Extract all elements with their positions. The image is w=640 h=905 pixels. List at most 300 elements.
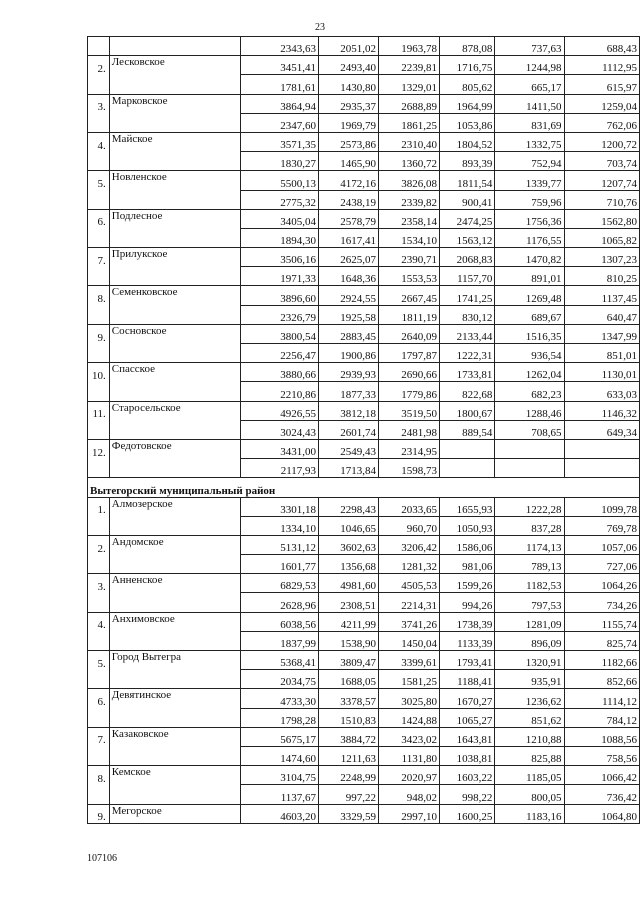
settlement-name-empty <box>109 344 240 363</box>
value-cell: 830,12 <box>439 305 494 324</box>
table-row <box>88 612 640 631</box>
value-cell: 2438,19 <box>319 190 379 209</box>
value-cell: 3602,63 <box>319 535 379 554</box>
value-cell: 737,63 <box>495 37 564 56</box>
table-row <box>88 766 640 785</box>
value-cell: 1603,22 <box>439 766 494 785</box>
value-cell: 1137,67 <box>240 785 318 804</box>
row-number: 4. <box>88 612 110 631</box>
table-row <box>88 420 640 439</box>
value-cell: 1648,36 <box>319 267 379 286</box>
value-cell: 1969,79 <box>319 113 379 132</box>
value-cell: 2117,93 <box>240 459 318 478</box>
value-cell: 1800,67 <box>439 401 494 420</box>
settlement-name: Город Вытегра <box>109 651 240 670</box>
row-number: 6. <box>88 689 110 708</box>
row-number-empty <box>88 75 110 94</box>
value-cell: 2997,10 <box>379 804 440 823</box>
value-cell: 3884,72 <box>319 727 379 746</box>
value-cell: 2214,31 <box>379 593 440 612</box>
value-cell: 1046,65 <box>319 516 379 535</box>
value-cell: 1088,56 <box>564 727 640 746</box>
value-cell: 1562,80 <box>564 209 640 228</box>
table-row <box>88 574 640 593</box>
value-cell: 1176,55 <box>495 228 564 247</box>
value-cell: 1741,25 <box>439 286 494 305</box>
settlement-name: Мегорское <box>109 804 240 823</box>
settlement-name: Анхимовское <box>109 612 240 631</box>
value-cell: 1064,26 <box>564 574 640 593</box>
value-cell: 1099,78 <box>564 497 640 516</box>
value-cell: 1655,93 <box>439 497 494 516</box>
settlement-name: Казаковское <box>109 727 240 746</box>
row-number-empty <box>88 631 110 650</box>
value-cell: 1688,05 <box>319 670 379 689</box>
settlement-name-empty <box>109 113 240 132</box>
value-cell: 1617,41 <box>319 228 379 247</box>
value-cell: 1332,75 <box>495 132 564 151</box>
value-cell: 2343,63 <box>240 37 318 56</box>
value-cell: 3025,80 <box>379 689 440 708</box>
value-cell: 1830,27 <box>240 152 318 171</box>
table-body <box>88 37 640 824</box>
value-cell: 682,23 <box>495 382 564 401</box>
value-cell: 3880,66 <box>240 363 318 382</box>
value-cell: 1130,01 <box>564 363 640 382</box>
value-cell: 1877,33 <box>319 382 379 401</box>
value-cell: 1411,50 <box>495 94 564 113</box>
value-cell: 1534,10 <box>379 228 440 247</box>
table-row <box>88 785 640 804</box>
value-cell: 825,88 <box>495 746 564 765</box>
row-number: 9. <box>88 324 110 343</box>
value-cell: 1259,04 <box>564 94 640 113</box>
row-number-empty <box>88 555 110 574</box>
value-cell: 3864,94 <box>240 94 318 113</box>
value-cell <box>495 439 564 458</box>
row-number-empty <box>88 344 110 363</box>
value-cell: 4603,20 <box>240 804 318 823</box>
table-row <box>88 209 640 228</box>
value-cell <box>495 459 564 478</box>
value-cell: 3024,43 <box>240 420 318 439</box>
value-cell: 3301,18 <box>240 497 318 516</box>
row-number-empty <box>88 113 110 132</box>
value-cell: 1185,05 <box>495 766 564 785</box>
value-cell: 994,26 <box>439 593 494 612</box>
row-number: 1. <box>88 497 110 516</box>
row-number-empty <box>88 305 110 324</box>
value-cell: 3800,54 <box>240 324 318 343</box>
row-number: 2. <box>88 56 110 75</box>
value-cell: 3741,26 <box>379 612 440 631</box>
table-row <box>88 171 640 190</box>
value-cell: 1347,99 <box>564 324 640 343</box>
value-cell: 1339,77 <box>495 171 564 190</box>
value-cell: 2883,45 <box>319 324 379 343</box>
value-cell: 3431,00 <box>240 439 318 458</box>
value-cell: 3423,02 <box>379 727 440 746</box>
table-row <box>88 535 640 554</box>
value-cell: 900,41 <box>439 190 494 209</box>
value-cell: 2625,07 <box>319 248 379 267</box>
value-cell: 2935,37 <box>319 94 379 113</box>
value-cell <box>564 439 640 458</box>
value-cell: 1793,41 <box>439 651 494 670</box>
settlement-name-empty <box>109 593 240 612</box>
value-cell: 6038,56 <box>240 612 318 631</box>
value-cell: 1334,10 <box>240 516 318 535</box>
value-cell: 1811,54 <box>439 171 494 190</box>
table-row <box>88 497 640 516</box>
table-row <box>88 727 640 746</box>
value-cell: 4211,99 <box>319 612 379 631</box>
value-cell: 2248,99 <box>319 766 379 785</box>
settlement-name-empty <box>109 382 240 401</box>
table-row <box>88 94 640 113</box>
value-cell: 1137,45 <box>564 286 640 305</box>
table-row <box>88 382 640 401</box>
value-cell: 3329,59 <box>319 804 379 823</box>
value-cell: 665,17 <box>495 75 564 94</box>
value-cell: 2640,09 <box>379 324 440 343</box>
value-cell: 640,47 <box>564 305 640 324</box>
value-cell: 3506,16 <box>240 248 318 267</box>
value-cell: 1781,61 <box>240 75 318 94</box>
settlement-name-empty <box>109 152 240 171</box>
value-cell: 1971,33 <box>240 267 318 286</box>
row-number-empty <box>88 593 110 612</box>
value-cell: 1450,04 <box>379 631 440 650</box>
value-cell: 893,39 <box>439 152 494 171</box>
value-cell: 2298,43 <box>319 497 379 516</box>
table-row <box>88 305 640 324</box>
value-cell: 800,05 <box>495 785 564 804</box>
row-number-empty <box>88 670 110 689</box>
settlement-name: Анненское <box>109 574 240 593</box>
row-number-empty <box>88 708 110 727</box>
section-header-row <box>88 478 640 497</box>
row-number-empty <box>88 228 110 247</box>
value-cell: 1182,53 <box>495 574 564 593</box>
row-number-empty <box>88 459 110 478</box>
value-cell: 3405,04 <box>240 209 318 228</box>
value-cell: 1146,32 <box>564 401 640 420</box>
value-cell: 1424,88 <box>379 708 440 727</box>
row-number: 9. <box>88 804 110 823</box>
value-cell: 3812,18 <box>319 401 379 420</box>
value-cell: 1964,99 <box>439 94 494 113</box>
value-cell: 2924,55 <box>319 286 379 305</box>
settlement-name: Новленское <box>109 171 240 190</box>
value-cell: 4172,16 <box>319 171 379 190</box>
value-cell: 2347,60 <box>240 113 318 132</box>
value-cell: 2358,14 <box>379 209 440 228</box>
value-cell: 1155,74 <box>564 612 640 631</box>
value-cell: 981,06 <box>439 555 494 574</box>
value-cell: 3826,08 <box>379 171 440 190</box>
value-cell: 1360,72 <box>379 152 440 171</box>
value-cell: 1114,12 <box>564 689 640 708</box>
table-row <box>88 555 640 574</box>
row-number: 7. <box>88 727 110 746</box>
value-cell: 762,06 <box>564 113 640 132</box>
value-cell: 710,76 <box>564 190 640 209</box>
table-row <box>88 689 640 708</box>
value-cell: 1598,73 <box>379 459 440 478</box>
value-cell: 1600,25 <box>439 804 494 823</box>
value-cell: 1269,48 <box>495 286 564 305</box>
value-cell: 1925,58 <box>319 305 379 324</box>
value-cell: 2033,65 <box>379 497 440 516</box>
value-cell: 4981,60 <box>319 574 379 593</box>
value-cell: 2068,83 <box>439 248 494 267</box>
settlement-name-empty <box>109 555 240 574</box>
value-cell: 2578,79 <box>319 209 379 228</box>
value-cell: 1553,53 <box>379 267 440 286</box>
value-cell: 2326,79 <box>240 305 318 324</box>
value-cell: 1538,90 <box>319 631 379 650</box>
value-cell: 1963,78 <box>379 37 440 56</box>
value-cell: 2310,40 <box>379 132 440 151</box>
tariff-table <box>87 36 640 824</box>
value-cell: 1581,25 <box>379 670 440 689</box>
value-cell: 2474,25 <box>439 209 494 228</box>
settlement-name: Кемское <box>109 766 240 785</box>
value-cell: 896,09 <box>495 631 564 650</box>
row-number: 4. <box>88 132 110 151</box>
table-row <box>88 593 640 612</box>
value-cell: 759,96 <box>495 190 564 209</box>
value-cell: 1601,77 <box>240 555 318 574</box>
value-cell: 4926,55 <box>240 401 318 420</box>
value-cell: 758,56 <box>564 746 640 765</box>
value-cell: 2390,71 <box>379 248 440 267</box>
value-cell: 649,34 <box>564 420 640 439</box>
table-row <box>88 459 640 478</box>
value-cell: 2667,45 <box>379 286 440 305</box>
settlement-name: Федотовское <box>109 439 240 458</box>
value-cell: 1262,04 <box>495 363 564 382</box>
value-cell: 1599,26 <box>439 574 494 593</box>
value-cell: 2549,43 <box>319 439 379 458</box>
value-cell: 3378,57 <box>319 689 379 708</box>
table-row <box>88 804 640 823</box>
value-cell: 2690,66 <box>379 363 440 382</box>
table-row <box>88 401 640 420</box>
value-cell: 1516,35 <box>495 324 564 343</box>
value-cell: 889,54 <box>439 420 494 439</box>
value-cell: 1713,84 <box>319 459 379 478</box>
value-cell: 2628,96 <box>240 593 318 612</box>
row-number: 8. <box>88 286 110 305</box>
row-number: 5. <box>88 171 110 190</box>
value-cell: 3104,75 <box>240 766 318 785</box>
value-cell: 708,65 <box>495 420 564 439</box>
value-cell: 4733,30 <box>240 689 318 708</box>
value-cell: 1510,83 <box>319 708 379 727</box>
row-number-empty <box>88 382 110 401</box>
value-cell: 2256,47 <box>240 344 318 363</box>
value-cell: 805,62 <box>439 75 494 94</box>
value-cell: 2493,40 <box>319 56 379 75</box>
value-cell: 1563,12 <box>439 228 494 247</box>
row-number-empty <box>88 152 110 171</box>
value-cell: 1474,60 <box>240 746 318 765</box>
table-row <box>88 152 640 171</box>
value-cell: 633,03 <box>564 382 640 401</box>
value-cell: 1756,36 <box>495 209 564 228</box>
value-cell: 789,13 <box>495 555 564 574</box>
value-cell: 1356,68 <box>319 555 379 574</box>
value-cell: 1200,72 <box>564 132 640 151</box>
value-cell: 2775,32 <box>240 190 318 209</box>
table-row <box>88 267 640 286</box>
value-cell: 1174,13 <box>495 535 564 554</box>
value-cell: 3519,50 <box>379 401 440 420</box>
value-cell: 1307,23 <box>564 248 640 267</box>
value-cell: 2308,51 <box>319 593 379 612</box>
value-cell: 878,08 <box>439 37 494 56</box>
value-cell: 948,02 <box>379 785 440 804</box>
value-cell: 689,67 <box>495 305 564 324</box>
settlement-name: Андомское <box>109 535 240 554</box>
value-cell: 2034,75 <box>240 670 318 689</box>
value-cell: 5368,41 <box>240 651 318 670</box>
value-cell: 2688,89 <box>379 94 440 113</box>
value-cell: 784,12 <box>564 708 640 727</box>
value-cell: 2051,02 <box>319 37 379 56</box>
value-cell: 2314,95 <box>379 439 440 458</box>
row-number: 5. <box>88 651 110 670</box>
value-cell: 3206,42 <box>379 535 440 554</box>
settlement-name: Алмозерское <box>109 497 240 516</box>
value-cell: 837,28 <box>495 516 564 535</box>
value-cell: 1211,63 <box>319 746 379 765</box>
page-number: 23 <box>315 22 325 33</box>
table-row <box>88 363 640 382</box>
row-number: 10. <box>88 363 110 382</box>
settlement-name: Старосельское <box>109 401 240 420</box>
value-cell: 831,69 <box>495 113 564 132</box>
settlement-name-empty <box>109 516 240 535</box>
footer-code: 107106 <box>87 853 117 864</box>
settlement-name-empty <box>109 670 240 689</box>
value-cell: 1320,91 <box>495 651 564 670</box>
value-cell: 825,74 <box>564 631 640 650</box>
value-cell: 6829,53 <box>240 574 318 593</box>
table-row <box>88 651 640 670</box>
value-cell: 960,70 <box>379 516 440 535</box>
settlement-name-empty <box>109 746 240 765</box>
value-cell: 1065,27 <box>439 708 494 727</box>
row-number: 8. <box>88 766 110 785</box>
value-cell: 3809,47 <box>319 651 379 670</box>
value-cell: 1183,16 <box>495 804 564 823</box>
value-cell: 1733,81 <box>439 363 494 382</box>
table-row <box>88 344 640 363</box>
value-cell: 1236,62 <box>495 689 564 708</box>
value-cell: 1738,39 <box>439 612 494 631</box>
value-cell: 936,54 <box>495 344 564 363</box>
row-number-empty <box>88 785 110 804</box>
table-row <box>88 324 640 343</box>
value-cell: 1329,01 <box>379 75 440 94</box>
value-cell: 1798,28 <box>240 708 318 727</box>
settlement-name: Лесковское <box>109 56 240 75</box>
value-cell: 822,68 <box>439 382 494 401</box>
value-cell: 5675,17 <box>240 727 318 746</box>
value-cell: 1281,32 <box>379 555 440 574</box>
value-cell: 3571,35 <box>240 132 318 151</box>
table-row <box>88 56 640 75</box>
value-cell: 1643,81 <box>439 727 494 746</box>
row-number-empty <box>88 190 110 209</box>
settlement-name: Марковское <box>109 94 240 113</box>
value-cell <box>564 459 640 478</box>
value-cell: 2133,44 <box>439 324 494 343</box>
value-cell: 891,01 <box>495 267 564 286</box>
value-cell: 1210,88 <box>495 727 564 746</box>
table-row <box>88 439 640 458</box>
value-cell: 1222,28 <box>495 497 564 516</box>
value-cell: 1222,31 <box>439 344 494 363</box>
section-title: Вытегорский муниципальный район <box>88 478 640 497</box>
row-number: 2. <box>88 535 110 554</box>
value-cell: 1811,19 <box>379 305 440 324</box>
table-row <box>88 228 640 247</box>
settlement-name-empty <box>109 75 240 94</box>
value-cell: 1157,70 <box>439 267 494 286</box>
value-cell: 935,91 <box>495 670 564 689</box>
row-number-empty <box>88 746 110 765</box>
table-row <box>88 746 640 765</box>
value-cell: 736,42 <box>564 785 640 804</box>
value-cell: 3399,61 <box>379 651 440 670</box>
value-cell: 1207,74 <box>564 171 640 190</box>
value-cell: 2939,93 <box>319 363 379 382</box>
value-cell: 1188,41 <box>439 670 494 689</box>
value-cell: 851,01 <box>564 344 640 363</box>
settlement-name: Подлесное <box>109 209 240 228</box>
settlement-name-empty <box>109 305 240 324</box>
settlement-name: Девятинское <box>109 689 240 708</box>
value-cell: 1716,75 <box>439 56 494 75</box>
row-number-empty <box>88 267 110 286</box>
value-cell: 851,62 <box>495 708 564 727</box>
value-cell: 1779,86 <box>379 382 440 401</box>
value-cell: 2020,97 <box>379 766 440 785</box>
table-row <box>88 670 640 689</box>
value-cell: 998,22 <box>439 785 494 804</box>
value-cell: 1050,93 <box>439 516 494 535</box>
value-cell: 1288,46 <box>495 401 564 420</box>
value-cell: 1053,86 <box>439 113 494 132</box>
value-cell: 752,94 <box>495 152 564 171</box>
value-cell: 1670,27 <box>439 689 494 708</box>
settlement-name: Семенковское <box>109 286 240 305</box>
value-cell: 1281,09 <box>495 612 564 631</box>
row-number: 6. <box>88 209 110 228</box>
table-row <box>88 190 640 209</box>
settlement-name: Прилукское <box>109 248 240 267</box>
row-number-empty <box>88 516 110 535</box>
row-number: 11. <box>88 401 110 420</box>
value-cell: 2239,81 <box>379 56 440 75</box>
row-number: 3. <box>88 574 110 593</box>
value-cell: 1066,42 <box>564 766 640 785</box>
value-cell: 2210,86 <box>240 382 318 401</box>
